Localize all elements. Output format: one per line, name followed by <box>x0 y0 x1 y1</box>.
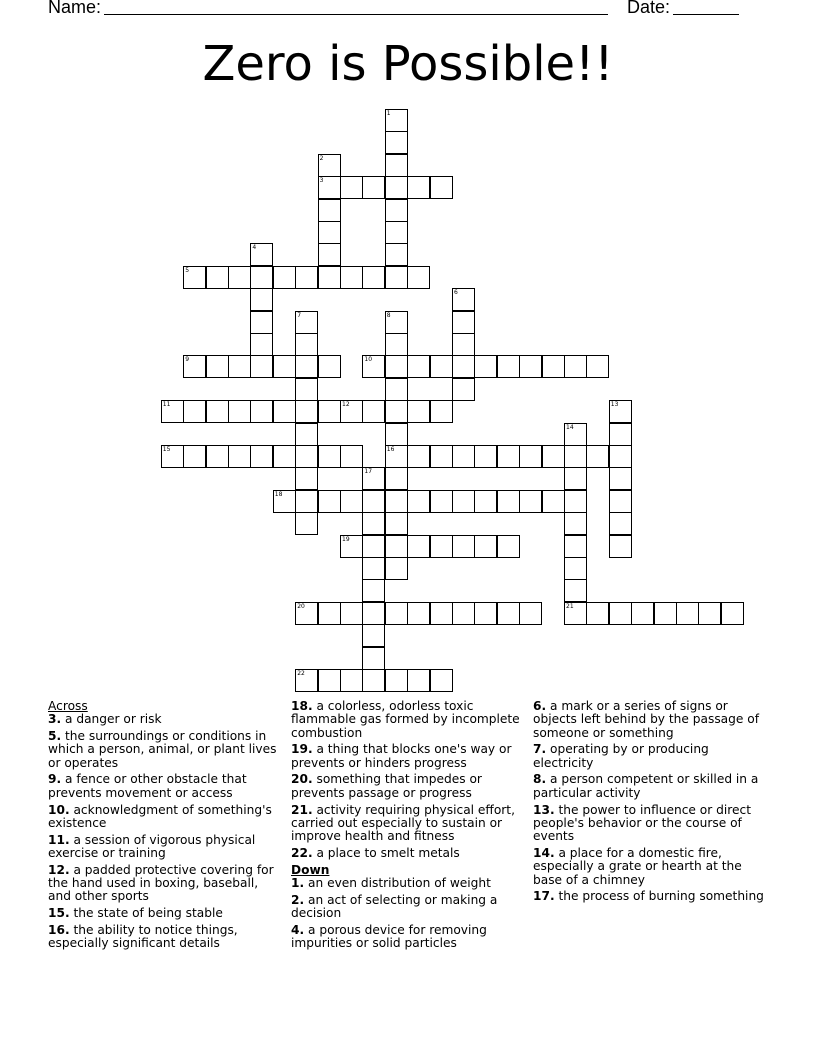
grid-cell[interactable] <box>497 490 520 513</box>
grid-cell[interactable] <box>206 266 229 289</box>
grid-cell[interactable] <box>452 490 475 513</box>
grid-cell[interactable] <box>385 467 408 490</box>
grid-cell[interactable] <box>452 602 475 625</box>
clue-number: 15. <box>48 906 70 921</box>
clue-number-label: 16 <box>386 446 395 453</box>
grid-cell[interactable] <box>273 445 296 468</box>
grid-cell[interactable] <box>452 333 475 356</box>
clue-item <box>48 834 284 861</box>
grid-cell[interactable] <box>564 467 587 490</box>
clue-number-label: 14 <box>566 423 574 431</box>
grid-cell[interactable] <box>228 445 251 468</box>
grid-cell[interactable] <box>385 176 408 199</box>
grid-cell[interactable] <box>385 243 408 266</box>
grid-cell[interactable] <box>362 624 385 647</box>
grid-cell[interactable] <box>362 490 385 513</box>
grid-cell[interactable] <box>250 333 273 356</box>
grid-cell[interactable] <box>564 579 587 602</box>
clue-text: acknowledgment of something's existence <box>48 802 272 830</box>
clue-text: a thing that blocks one's way or prevents or hinders progress <box>291 742 512 770</box>
clue-text: a place to smelt metals <box>316 845 460 860</box>
grid-cell[interactable] <box>564 535 587 558</box>
grid-cell[interactable] <box>385 221 408 244</box>
clue-number-label: 13 <box>610 401 619 409</box>
clue-item <box>48 804 284 831</box>
grid-cell[interactable] <box>631 602 654 625</box>
grid-cell[interactable] <box>385 109 408 132</box>
grid-cell[interactable] <box>385 266 408 289</box>
clue-number: 3. <box>48 712 62 727</box>
clue-number: 20. <box>291 772 313 787</box>
grid-cell[interactable] <box>362 535 385 558</box>
grid-cell[interactable] <box>362 400 385 423</box>
clues-column-1 <box>48 700 284 954</box>
clue-number-label: 20 <box>297 602 305 610</box>
grid-cell[interactable] <box>452 535 475 558</box>
grid-cell[interactable] <box>586 355 609 378</box>
grid-cell[interactable] <box>586 445 609 468</box>
date-label: Date: <box>627 0 671 17</box>
clue-text: the surroundings or conditions in which a person, animal, or plant lives or operates <box>48 729 277 770</box>
clue-number-label: 19 <box>342 535 350 543</box>
grid-cell[interactable] <box>318 445 341 468</box>
grid-cell[interactable] <box>407 490 430 513</box>
grid-cell[interactable] <box>250 400 273 423</box>
clue-text: the ability to notice things, especially significant details <box>48 922 238 951</box>
grid-cell[interactable] <box>250 311 273 334</box>
grid-cell[interactable] <box>564 602 587 625</box>
clue-number-label: 7 <box>297 311 302 319</box>
grid-cell[interactable] <box>362 602 385 625</box>
grid-cell[interactable] <box>385 199 408 222</box>
grid-cell[interactable] <box>295 445 318 468</box>
grid-cell[interactable] <box>206 445 229 468</box>
grid-cell[interactable] <box>318 154 341 177</box>
clue-text: activity requiring physical effort, carried out especially to sustain or improve health and fitness <box>291 802 515 844</box>
clue-number-label: 3 <box>319 177 324 185</box>
clue-number: 7. <box>533 742 547 757</box>
clue-number: 5. <box>48 729 62 744</box>
clue-number: 6. <box>533 699 547 713</box>
down-heading: Down <box>291 862 330 877</box>
clue-item <box>533 847 769 887</box>
grid-cell[interactable] <box>497 355 520 378</box>
grid-cell[interactable] <box>318 602 341 625</box>
grid-cell[interactable] <box>474 490 497 513</box>
grid-cell[interactable] <box>250 355 273 378</box>
grid-cell[interactable] <box>228 355 251 378</box>
clue-item <box>48 907 284 920</box>
clue-number: 12. <box>48 862 70 877</box>
grid-cell[interactable] <box>183 355 206 378</box>
grid-cell[interactable] <box>295 333 318 356</box>
grid-cell[interactable] <box>273 355 296 378</box>
clue-number: 2. <box>291 892 305 907</box>
grid-cell[interactable] <box>452 355 475 378</box>
grid-cell[interactable] <box>452 378 475 401</box>
clue-number-label: 17 <box>364 468 373 476</box>
grid-cell[interactable] <box>295 602 318 625</box>
grid-cell[interactable] <box>407 400 430 423</box>
clue-text: an act of selecting or making a decision <box>291 892 498 921</box>
grid-cell[interactable] <box>654 602 677 625</box>
grid-cell[interactable] <box>273 400 296 423</box>
grid-cell[interactable] <box>497 445 520 468</box>
grid-cell[interactable] <box>385 154 408 177</box>
grid-cell[interactable] <box>385 602 408 625</box>
grid-cell[interactable] <box>273 490 296 513</box>
grid-cell[interactable] <box>295 355 318 378</box>
grid-cell[interactable] <box>362 467 385 490</box>
grid-cell[interactable] <box>519 602 542 625</box>
clue-item <box>291 894 523 921</box>
clue-number: 4. <box>291 922 305 937</box>
grid-cell[interactable] <box>318 199 341 222</box>
clue-item <box>48 713 284 726</box>
down-clue-list-continued <box>533 700 769 904</box>
grid-cell[interactable] <box>609 467 632 490</box>
grid-cell[interactable] <box>295 490 318 513</box>
grid-cell[interactable] <box>295 669 318 692</box>
grid-cell[interactable] <box>407 535 430 558</box>
grid-cell[interactable] <box>362 557 385 580</box>
grid-cell[interactable] <box>452 288 475 311</box>
across-heading: Across <box>48 699 88 713</box>
grid-cell[interactable] <box>609 602 632 625</box>
grid-cell[interactable] <box>295 266 318 289</box>
grid-cell[interactable] <box>407 445 430 468</box>
grid-cell[interactable] <box>519 355 542 378</box>
grid-cell[interactable] <box>206 400 229 423</box>
grid-cell[interactable] <box>250 288 273 311</box>
clue-number-label: 6 <box>454 289 458 297</box>
grid-cell[interactable] <box>385 535 408 558</box>
grid-cell[interactable] <box>385 311 408 334</box>
clue-number: 14. <box>533 845 555 860</box>
grid-cell[interactable] <box>385 490 408 513</box>
clue-text: operating by or producing electricity <box>533 742 709 770</box>
clue-number-label: 4 <box>252 244 257 252</box>
grid-cell[interactable] <box>385 355 408 378</box>
grid-cell[interactable] <box>161 445 184 468</box>
clue-number-label: 18 <box>274 490 283 498</box>
grid-cell[interactable] <box>542 445 565 468</box>
grid-cell[interactable] <box>362 579 385 602</box>
grid-cell[interactable] <box>318 669 341 692</box>
clue-number-label: 9 <box>185 356 190 364</box>
clue-number-label: 11 <box>162 401 171 409</box>
grid-cell[interactable] <box>206 355 229 378</box>
grid-cell[interactable] <box>497 602 520 625</box>
grid-cell[interactable] <box>407 176 430 199</box>
grid-cell[interactable] <box>362 266 385 289</box>
clue-number-label: 21 <box>566 602 574 610</box>
grid-cell[interactable] <box>698 602 721 625</box>
grid-cell[interactable] <box>318 243 341 266</box>
clue-item <box>291 743 523 770</box>
clue-number-label: 5 <box>185 266 190 274</box>
grid-cell[interactable] <box>362 176 385 199</box>
grid-cell[interactable] <box>340 176 363 199</box>
grid-cell[interactable] <box>295 378 318 401</box>
grid-cell[interactable] <box>250 243 273 266</box>
grid-cell[interactable] <box>318 490 341 513</box>
grid-cell[interactable] <box>474 445 497 468</box>
name-label: Name: <box>48 0 102 17</box>
clue-text: a place for a domestic fire, especially a grate or hearth at the base of a chimney <box>533 845 742 887</box>
grid-cell[interactable] <box>430 669 453 692</box>
clue-item <box>533 804 769 844</box>
puzzle-title: Zero is Possible!! <box>202 36 614 92</box>
clue-item <box>291 700 523 740</box>
clue-number: 11. <box>48 832 70 847</box>
clue-number-label: 10 <box>364 356 373 364</box>
grid-cell[interactable] <box>161 400 184 423</box>
clue-item <box>291 877 523 890</box>
grid-cell[interactable] <box>564 423 587 446</box>
grid-cell[interactable] <box>295 400 318 423</box>
clue-number-label: 12 <box>342 401 350 409</box>
grid-cell[interactable] <box>452 311 475 334</box>
clue-number-label: 1 <box>386 110 391 117</box>
grid-cell[interactable] <box>295 512 318 535</box>
grid-cell[interactable] <box>385 131 408 154</box>
clue-text: the power to influence or direct people's behavior or the course of events <box>533 802 751 844</box>
grid-cell[interactable] <box>250 445 273 468</box>
grid-cell[interactable] <box>385 378 408 401</box>
grid-cell[interactable] <box>183 445 206 468</box>
grid-cell[interactable] <box>519 445 542 468</box>
grid-cell[interactable] <box>407 602 430 625</box>
grid-cell[interactable] <box>430 176 453 199</box>
grid-cell[interactable] <box>430 445 453 468</box>
clue-item <box>533 743 769 770</box>
across-clue-list-continued <box>291 700 523 860</box>
grid-cell[interactable] <box>318 221 341 244</box>
grid-cell[interactable] <box>295 311 318 334</box>
clue-item <box>533 700 769 740</box>
clue-number-label: 22 <box>297 670 305 677</box>
grid-cell[interactable] <box>273 266 296 289</box>
grid-cell[interactable] <box>385 333 408 356</box>
clue-text: a mark or a series of signs or objects left behind by the passage of someone or something <box>533 699 759 740</box>
clue-item <box>291 924 523 951</box>
clue-item <box>291 773 523 800</box>
clue-text: a colorless, odorless toxic flammable gas formed by incomplete combustion <box>291 699 520 740</box>
clue-item <box>48 773 284 800</box>
grid-cell[interactable] <box>609 490 632 513</box>
grid-cell[interactable] <box>676 602 699 625</box>
grid-cell[interactable] <box>430 355 453 378</box>
grid-cell[interactable] <box>340 602 363 625</box>
grid-cell[interactable] <box>362 512 385 535</box>
grid-cell[interactable] <box>474 535 497 558</box>
grid-cell[interactable] <box>407 266 430 289</box>
grid-cell[interactable] <box>586 602 609 625</box>
clue-item <box>291 847 523 860</box>
grid-cell[interactable] <box>609 445 632 468</box>
grid-cell[interactable] <box>340 266 363 289</box>
grid-cell[interactable] <box>340 669 363 692</box>
clue-text: the process of burning something <box>558 889 764 904</box>
grid-cell[interactable] <box>564 355 587 378</box>
grid-cell[interactable] <box>542 490 565 513</box>
clue-text: a person competent or skilled in a particular activity <box>533 772 759 800</box>
grid-cell[interactable] <box>340 445 363 468</box>
grid-cell[interactable] <box>295 467 318 490</box>
grid-cell[interactable] <box>385 423 408 446</box>
grid-cell[interactable] <box>250 266 273 289</box>
clue-number: 8. <box>533 772 547 787</box>
clue-text: an even distribution of weight <box>308 876 491 891</box>
clue-number: 9. <box>48 772 62 787</box>
grid-cell[interactable] <box>474 602 497 625</box>
clue-number: 22. <box>291 845 313 860</box>
clue-number: 17. <box>533 889 555 904</box>
grid-cell[interactable] <box>362 355 385 378</box>
clue-text: a danger or risk <box>65 712 162 727</box>
grid-cell[interactable] <box>497 535 520 558</box>
grid-cell[interactable] <box>362 669 385 692</box>
grid-cell[interactable] <box>340 535 363 558</box>
clue-number: 21. <box>291 802 313 817</box>
grid-cell[interactable] <box>318 176 341 199</box>
grid-cell[interactable] <box>385 557 408 580</box>
clue-number: 10. <box>48 802 70 817</box>
clue-number: 18. <box>291 699 313 713</box>
grid-cell[interactable] <box>564 490 587 513</box>
grid-cell[interactable] <box>228 400 251 423</box>
grid-cell[interactable] <box>519 490 542 513</box>
grid-cell[interactable] <box>542 355 565 378</box>
clue-text: a porous device for removing impurities or solid particles <box>291 922 487 951</box>
grid-cell[interactable] <box>407 669 430 692</box>
clue-number: 16. <box>48 922 70 937</box>
clue-item <box>533 773 769 800</box>
grid-cell[interactable] <box>407 355 430 378</box>
clue-number: 1. <box>291 876 305 891</box>
clue-number: 13. <box>533 802 555 817</box>
clue-number-label: 8 <box>386 311 391 319</box>
grid-cell[interactable] <box>430 535 453 558</box>
grid-cell[interactable] <box>183 266 206 289</box>
grid-cell[interactable] <box>295 423 318 446</box>
grid-cell[interactable] <box>609 535 632 558</box>
clue-text: a fence or other obstacle that prevents movement or access <box>48 772 247 800</box>
clue-text: a padded protective covering for the hand used in boxing, baseball, and other sports <box>48 862 274 904</box>
grid-cell[interactable] <box>564 557 587 580</box>
grid-cell[interactable] <box>318 400 341 423</box>
grid-cell[interactable] <box>564 445 587 468</box>
clue-item <box>48 924 284 951</box>
clue-text: a session of vigorous physical exercise or training <box>48 832 256 860</box>
grid-cell[interactable] <box>340 490 363 513</box>
grid-cell[interactable] <box>385 400 408 423</box>
clue-number-label: 2 <box>319 154 324 162</box>
clues-column-3 <box>533 700 769 907</box>
grid-cell[interactable] <box>609 423 632 446</box>
grid-cell[interactable] <box>362 647 385 670</box>
grid-cell[interactable] <box>340 400 363 423</box>
grid-cell[interactable] <box>430 602 453 625</box>
clue-number-label: 15 <box>162 446 171 453</box>
grid-cell[interactable] <box>609 512 632 535</box>
grid-cell[interactable] <box>228 266 251 289</box>
grid-cell[interactable] <box>385 445 408 468</box>
grid-cell[interactable] <box>385 669 408 692</box>
grid-cell[interactable] <box>474 355 497 378</box>
grid-cell[interactable] <box>318 266 341 289</box>
grid-cell[interactable] <box>183 400 206 423</box>
grid-cell[interactable] <box>721 602 744 625</box>
down-clue-list <box>291 877 523 950</box>
grid-cell[interactable] <box>385 512 408 535</box>
clue-text: the state of being stable <box>73 906 223 921</box>
grid-cell[interactable] <box>430 490 453 513</box>
clue-item <box>48 730 284 770</box>
grid-cell[interactable] <box>318 355 341 378</box>
grid-cell[interactable] <box>430 400 453 423</box>
grid-cell[interactable] <box>564 512 587 535</box>
clues-column-2 <box>291 700 523 954</box>
clue-text: something that impedes or prevents passage or progress <box>291 772 482 800</box>
grid-cell[interactable] <box>609 400 632 423</box>
across-clue-list <box>48 713 284 950</box>
clue-number: 19. <box>291 742 313 757</box>
clue-item <box>291 804 523 844</box>
clue-item <box>48 864 284 904</box>
clue-item <box>533 890 769 903</box>
grid-cell[interactable] <box>452 445 475 468</box>
